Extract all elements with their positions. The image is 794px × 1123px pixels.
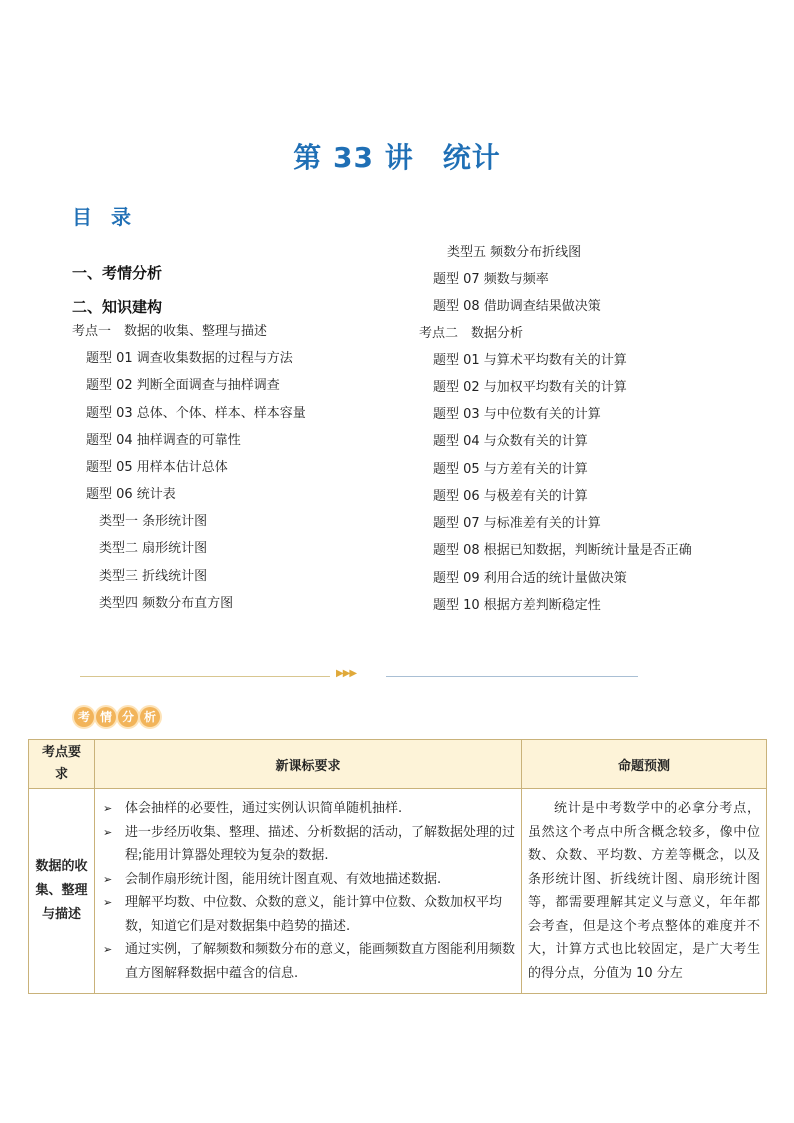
list-item: ➢ 通过实例，了解频数和频数分布的意义，能画频数直方图能利用频数直方图解释数据中蕴含的信息.: [103, 938, 515, 985]
toc-item[interactable]: 题型 10 根据方差判断稳定性: [433, 598, 601, 613]
table-header-row: [29, 740, 767, 789]
badge-char: 分: [118, 707, 138, 727]
toc-item[interactable]: 题型 06 统计表: [86, 487, 176, 502]
arrow-icon: ▶▶▶: [336, 668, 357, 679]
header-cell: 新课标要求: [95, 740, 522, 789]
toc-item[interactable]: 考点一 数据的收集、整理与描述: [72, 324, 268, 339]
toc-item[interactable]: 类型五 频数分布折线图: [447, 245, 582, 260]
toc-heading: 目 录: [72, 205, 137, 229]
toc-item[interactable]: 题型 03 总体、个体、样本、样本容量: [86, 406, 306, 421]
toc-item[interactable]: 类型一 条形统计图: [99, 514, 208, 529]
toc-item[interactable]: 题型 07 与标准差有关的计算: [433, 516, 601, 531]
toc-item[interactable]: 题型 09 利用合适的统计量做决策: [433, 571, 627, 586]
toc-item[interactable]: 题型 04 与众数有关的计算: [433, 434, 588, 449]
list-item: ➢ 进一步经历收集、整理、描述、分析数据的活动，了解数据处理的过程;能用计算器处理较为复杂的数据.: [103, 821, 515, 868]
header-cell: 考点要求: [29, 740, 95, 789]
arrow-bullet-icon: ➢: [103, 802, 113, 815]
toc-section-1[interactable]: 一、考情分析: [72, 264, 163, 282]
arrow-bullet-icon: ➢: [103, 943, 113, 956]
list-item: ➢ 会制作扇形统计图，能用统计图直观、有效地描述数据.: [103, 868, 515, 892]
section-badge: [74, 706, 164, 728]
divider-right: [386, 676, 638, 677]
toc-item[interactable]: 题型 07 频数与频率: [433, 272, 549, 287]
toc-item[interactable]: 题型 08 借助调查结果做决策: [433, 299, 601, 314]
toc-item[interactable]: 题型 05 与方差有关的计算: [433, 462, 588, 477]
table-row: [29, 789, 767, 994]
header-cell: 命题预测: [522, 740, 767, 789]
arrow-bullet-icon: ➢: [103, 825, 113, 839]
prediction-text: 统计是中考数学中的必拿分考点，虽然这个考点中所含概念较多，像中位数、众数、平均数、方差等概念，以及条形统计图、折线统计图、扇形统计图等，都需要理解其定义与意义，年年都会考查，但是这个考点整体的难度并不大，计算方式也比较固定，是广大考生的得分点，分值为 10 分左: [522, 789, 767, 994]
toc-item[interactable]: 类型三 折线统计图: [99, 569, 208, 584]
toc-item[interactable]: 题型 02 与加权平均数有关的计算: [433, 380, 627, 395]
toc-item[interactable]: 题型 04 抽样调查的可靠性: [86, 433, 241, 448]
badge-char: 情: [96, 707, 116, 727]
toc-item[interactable]: 题型 01 与算术平均数有关的计算: [433, 353, 627, 368]
badge-char: 考: [74, 707, 94, 727]
arrow-bullet-icon: ➢: [103, 872, 113, 886]
toc-item[interactable]: 题型 06 与极差有关的计算: [433, 489, 588, 504]
requirements-table: [28, 739, 767, 994]
toc-item[interactable]: 题型 02 判断全面调查与抽样调查: [86, 378, 280, 393]
toc-section-2[interactable]: 二、知识建构: [72, 298, 163, 316]
badge-char: 析: [140, 707, 160, 727]
toc-item[interactable]: 类型四 频数分布直方图: [99, 596, 234, 611]
requirement-list: [95, 789, 522, 994]
toc-item[interactable]: 考点二 数据分析: [419, 326, 524, 341]
arrow-bullet-icon: ➢: [103, 896, 113, 909]
toc-item[interactable]: 题型 01 调查收集数据的过程与方法: [86, 351, 293, 366]
toc-item[interactable]: 题型 03 与中位数有关的计算: [433, 407, 601, 422]
row-label: 数据的收集、整理与描述: [29, 789, 95, 994]
toc-item[interactable]: 题型 08 根据已知数据，判断统计量是否正确: [433, 543, 692, 558]
toc-item[interactable]: 类型二 扇形统计图: [99, 541, 208, 556]
page-title: 第 33 讲 统计: [293, 141, 501, 174]
divider-left: [80, 676, 330, 677]
toc-item[interactable]: 题型 05 用样本估计总体: [86, 460, 228, 475]
list-item: ➢ 理解平均数、中位数、众数的意义，能计算中位数、众数加权平均数，知道它们是对数据集中趋势的描述.: [103, 891, 515, 938]
list-item: ➢ 体会抽样的必要性，通过实例认识简单随机抽样.: [103, 797, 515, 821]
